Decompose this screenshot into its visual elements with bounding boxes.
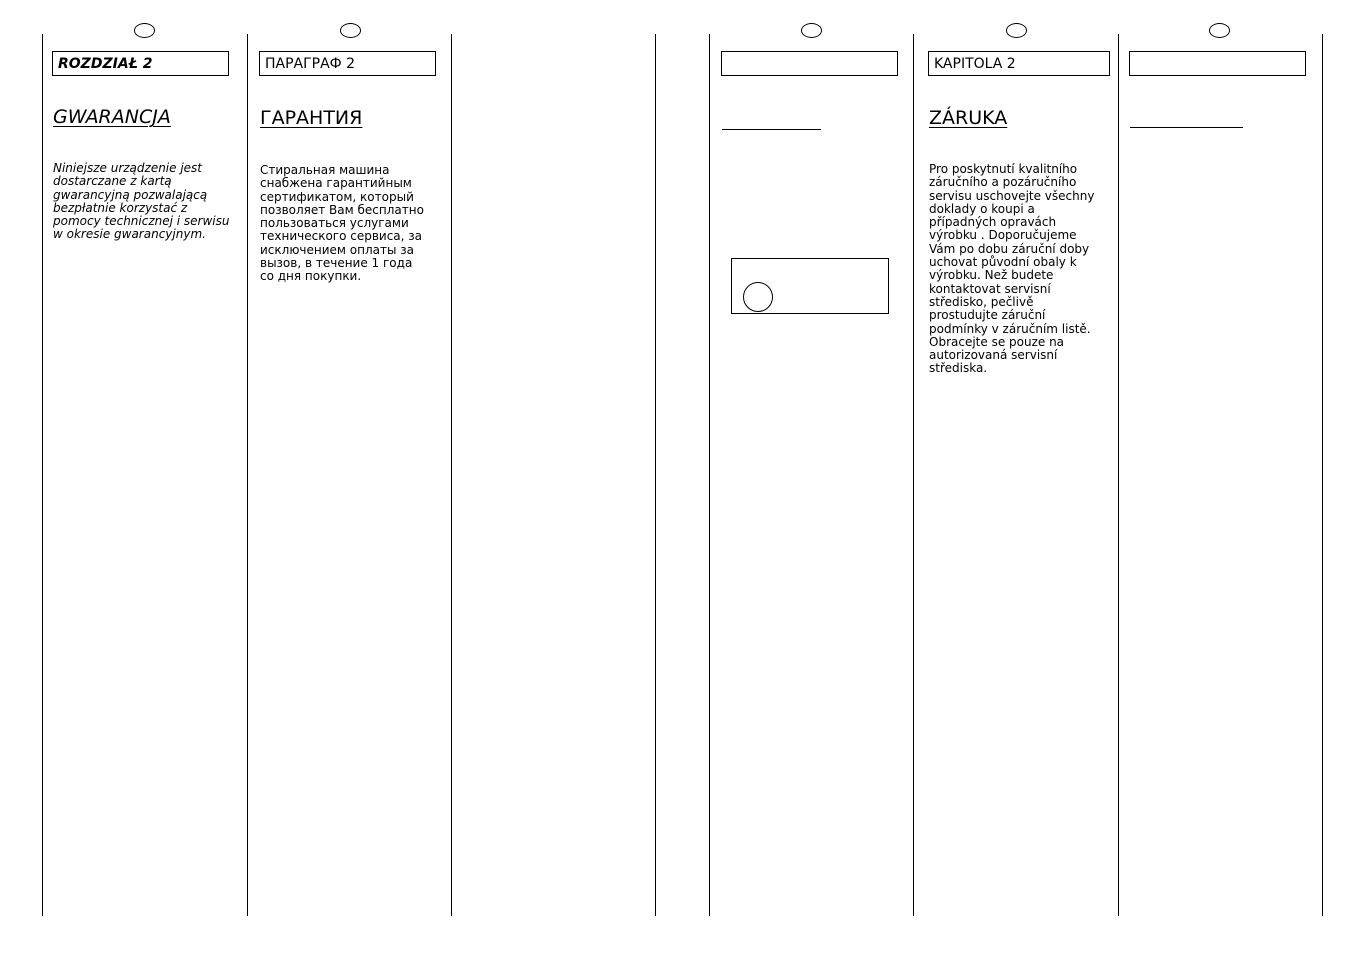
language-marker-blank-6 — [1209, 23, 1230, 38]
column-rule-4 — [655, 34, 656, 916]
chapter-header-pl: ROZDZIAŁ 2 — [52, 51, 229, 76]
body-text-ru: Стиральная машина снабжена гарантийным сертификатом, который позволяет Вам бесплатно пользоваться услугами технического сервиса, за исключением оплаты за вызов, в течение 1 года со дня покупки. — [260, 163, 424, 284]
section-title-rule-blank-6 — [1130, 127, 1243, 128]
body-text-cz: Pro poskytnutí kvalitního záručního a pozáručního servisu uschovejte všechny doklady o koupi a případných opravách výrobku . Doporučujeme Vám po dobu záruční doby uchovat původní obaly k výrobku. Než budete kontaktovat servisní středisko, pečlivě prostudujte záruční podmínky v záručním listě. Obracejte se pouze na autorizovaná servisní střediska. — [929, 162, 1095, 376]
language-marker-cz — [1006, 23, 1027, 38]
section-title-pl: GWARANCJA — [53, 106, 171, 128]
language-marker-pl — [134, 23, 155, 38]
chapter-header-blank-4 — [721, 51, 898, 76]
section-title-rule-blank-4 — [722, 129, 821, 130]
logo-box — [731, 258, 889, 314]
logo-circle-icon — [743, 282, 773, 312]
chapter-header-cz: KAPITOLA 2 — [928, 51, 1110, 76]
chapter-header-blank-6 — [1129, 51, 1306, 76]
body-text-pl: Niniejsze urządzenie jest dostarczane z kartą gwarancyjną pozwalającą bezpłatnie korzystać z pomocy technicznej i serwisu w okresie gwarancyjnym. — [53, 161, 230, 242]
column-rule-2 — [247, 34, 248, 916]
column-rule-3 — [451, 34, 452, 916]
column-rule-8 — [1322, 34, 1323, 916]
language-marker-blank-4 — [801, 23, 822, 38]
chapter-header-ru: ПАРАГРАФ 2 — [259, 51, 436, 76]
column-rule-6 — [913, 34, 914, 916]
column-rule-7 — [1118, 34, 1119, 916]
column-rule-5 — [709, 34, 710, 916]
column-rule-1 — [42, 34, 43, 916]
language-marker-ru — [340, 23, 361, 38]
section-title-ru: ГАРАНТИЯ — [260, 107, 363, 129]
section-title-cz: ZÁRUKA — [929, 107, 1008, 129]
